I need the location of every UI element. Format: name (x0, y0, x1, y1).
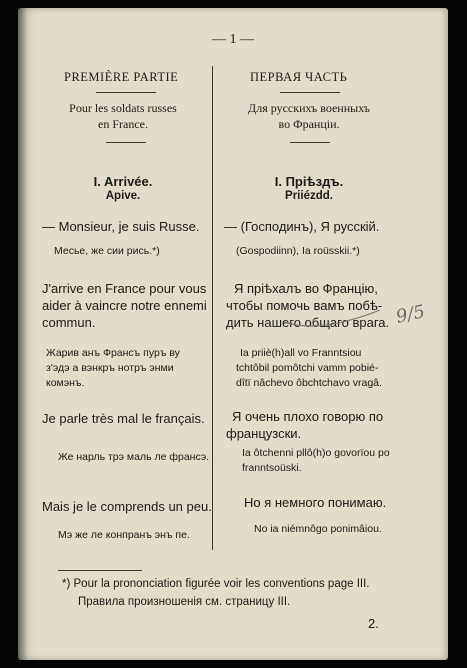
right-phrase-3-line-1: Я очень плохо говорю по (232, 409, 384, 424)
right-phrase-2-line-3: дить нашего общаго врага. (226, 315, 390, 330)
right-pron-2-line-2: tchtôbil pomôtchi vamm pobié- (236, 362, 379, 374)
right-pron-4: No ia niémnôgo ponimâiou. (254, 523, 382, 535)
handwritten-note: 9/5 (394, 301, 427, 328)
footnote-rule (58, 570, 142, 571)
column-divider (212, 66, 213, 550)
right-phrase-4: Но я немного понимаю. (244, 495, 387, 510)
left-pron-1: Месье, же сии рись.*) (54, 245, 160, 257)
footnote-line1: *) Pour la prononciation figurée voir les conventions page III. (62, 578, 370, 590)
left-section-title: I. Arrivée. (93, 174, 153, 189)
right-phrase-2-line-2: чтобы помочь вамъ побѣ- (226, 298, 383, 313)
footnote-line2: Правила произношенія см. страницу III. (78, 596, 291, 608)
left-part-title: PREMIÈRE PARTIE (64, 70, 179, 84)
right-phrase-3-line-2: французски. (226, 426, 302, 441)
book-page (18, 8, 448, 660)
pencil-arc-mark (280, 304, 390, 334)
left-title-rule (96, 92, 156, 93)
right-pron-1: (Gospodiinn), Ia roüsskii.*) (236, 245, 360, 257)
right-pron-3-line-1: Ia ôtchenni pllô(h)o govorïou po (242, 447, 390, 459)
left-pron-4: Мэ же ле конпранъ энъ пе. (58, 529, 190, 541)
left-pron-2-line-1: Жарив анъ Франсъ пуръ ву (46, 347, 180, 359)
right-phrase-2-line-1: Я пріѣхалъ во Францію, (234, 281, 378, 296)
right-pron-2-line-1: Ia priiè(h)all vo Franntsiou (240, 347, 362, 359)
right-subtitle-line1: Для русскихъ военныхъ (248, 101, 370, 115)
left-pron-3: Же нарль трэ маль ле франсэ. (58, 451, 210, 463)
right-phrase-1: — (Господинъ), Я русскій. (224, 219, 380, 234)
right-section-title: I. Пріѣздъ. (274, 174, 344, 189)
left-phrase-2-line-3: commun. (42, 315, 96, 330)
left-section-pron: Арive. (105, 190, 141, 202)
right-subtitle-rule (290, 142, 330, 143)
left-subtitle-line2: en France. (98, 117, 148, 131)
right-title-rule (280, 92, 340, 93)
page-spine-shadow (18, 8, 28, 660)
right-pron-2-line-3: dîtï nâchevo ôbchtchavo vragâ. (236, 377, 382, 389)
page-number: — 1 — (212, 32, 254, 47)
left-phrase-2-line-2: aider à vaincre notre ennemi (42, 298, 207, 313)
left-phrase-4: Mais je le comprends un peu. (42, 499, 212, 514)
left-pron-2-line-2: з'эдэ а вэнкръ нотръ энми (46, 362, 174, 374)
left-pron-2-line-3: комэнъ. (46, 377, 85, 389)
left-phrase-2-line-1: J'arrive en France pour vous (42, 281, 207, 296)
right-section-pron: Priiézdd. (285, 190, 333, 202)
right-pron-3-line-2: franntsoüski. (242, 462, 302, 474)
right-subtitle-line2: во Франціи. (278, 117, 340, 131)
signature-mark: 2. (368, 616, 379, 631)
left-phrase-3: Je parle très mal le français. (42, 411, 205, 426)
right-part-title: ПЕРВАЯ ЧАСТЬ (250, 70, 348, 84)
left-subtitle-rule (106, 142, 146, 143)
left-subtitle-line1: Pour les soldats russes (69, 101, 177, 115)
left-phrase-1: — Monsieur, je suis Russe. (42, 219, 200, 234)
